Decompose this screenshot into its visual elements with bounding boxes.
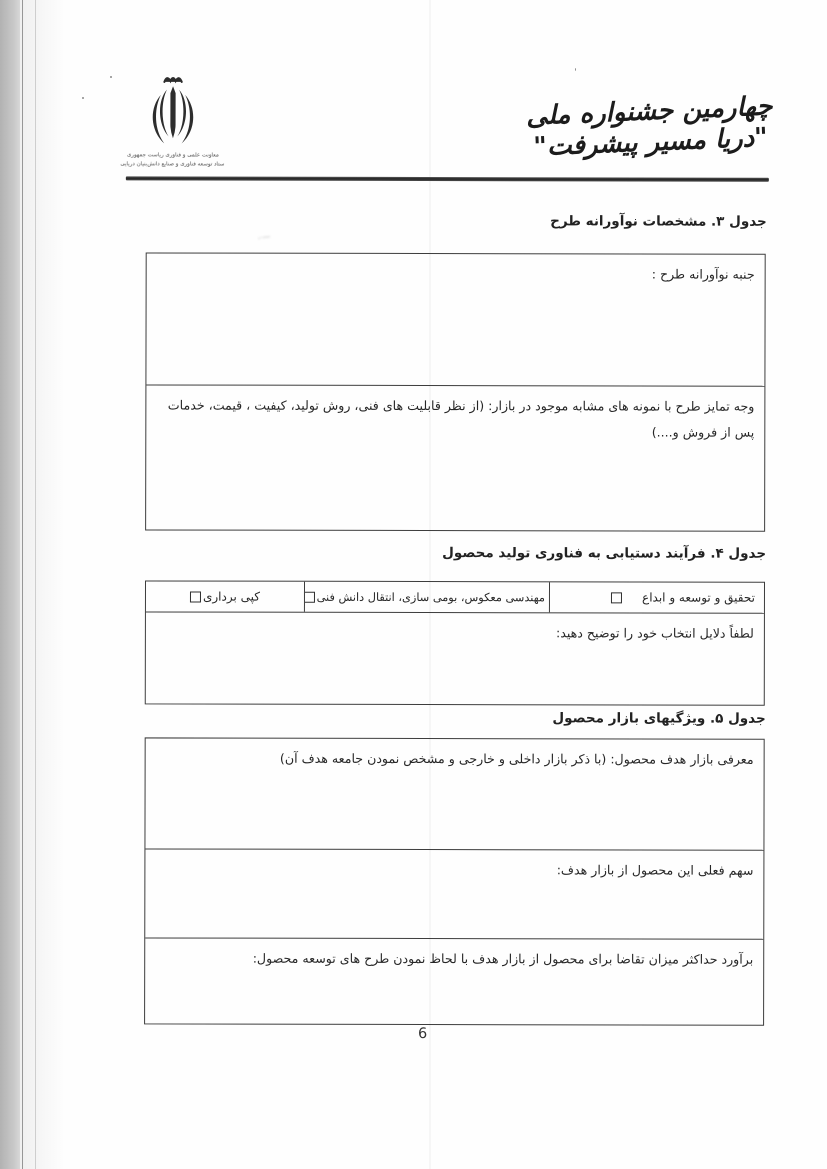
table5-row1-label: معرفی بازار هدف محصول: (با ذکر بازار داخلی و خارجی و مشخص نمودن جامعه هدف آن)	[279, 750, 754, 767]
table3-row-differentiation	[146, 384, 764, 529]
logo-caption-line1: معاونت علمی و فناوری ریاست جمهوری	[126, 151, 219, 159]
header-divider-rule	[126, 176, 769, 181]
table4-technology-process	[145, 580, 765, 705]
table5-market-characteristics	[144, 737, 765, 1025]
logo-caption-line2: ستاد توسعه فناوری و صنایع دانش‌بنیان دریایی	[120, 160, 225, 168]
table5-title: جدول ۵. ویژگیهای بازار محصول	[552, 710, 766, 727]
table3-row-innovative-aspect	[146, 253, 764, 385]
festival-title-calligraphy: چهارمین جشنواره ملی "دریا مسیر پیشرفت"	[525, 91, 773, 163]
table5-row3-label: برآورد حداکثر میزان تقاضا برای محصول از بازار هدف با لحاظ نمودن طرح های توسعه محصول:	[252, 950, 754, 967]
organization-logo	[117, 73, 229, 169]
scan-smudge: ـــ.,	[257, 230, 271, 241]
table4-explain-label: لطفاً دلایل انتخاب خود را توضیح دهید:	[556, 625, 754, 641]
table5-row-max-demand	[145, 937, 763, 1022]
table4-options-row	[146, 581, 764, 612]
checkbox-copying-icon	[190, 591, 201, 602]
table3-title: جدول ۳. مشخصات نوآورانه طرح	[550, 213, 767, 230]
table3-innovative-specs	[145, 252, 766, 531]
option-copying-label: کپی برداری	[202, 589, 260, 604]
table5-row-current-share	[145, 848, 763, 938]
table3-row1-label: جنبه نوآورانه طرح :	[651, 266, 755, 282]
checkbox-reverse-engineering-icon	[304, 591, 315, 602]
option-copying	[146, 581, 304, 611]
table5-row-target-market	[145, 738, 763, 849]
page-number: 6	[418, 1026, 428, 1043]
table4-explain-row	[146, 611, 764, 703]
table4-title: جدول ۴. فرآیند دستیابی به فناوری تولید محصول	[442, 545, 767, 562]
iran-emblem-icon	[147, 73, 199, 147]
table3-row2-label: وجه تمایز طرح با نمونه های مشابه موجود در بازار: (از نظر قابلیت های فنی، روش تولید، کیفیت ، قیمت، خدمات پس از فروش و....)	[167, 397, 755, 440]
option-reverse-engineering	[304, 582, 549, 613]
option-research-development	[549, 582, 764, 612]
checkbox-research-development-icon	[611, 592, 622, 603]
option-reverse-engineering-label: مهندسی معکوس، بومی سازی، انتقال دانش فنی	[316, 590, 545, 604]
option-research-development-label: تحقیق و توسعه و ابداع	[642, 590, 755, 605]
table5-row2-label: سهم فعلی این محصول از بازار هدف:	[556, 862, 754, 878]
